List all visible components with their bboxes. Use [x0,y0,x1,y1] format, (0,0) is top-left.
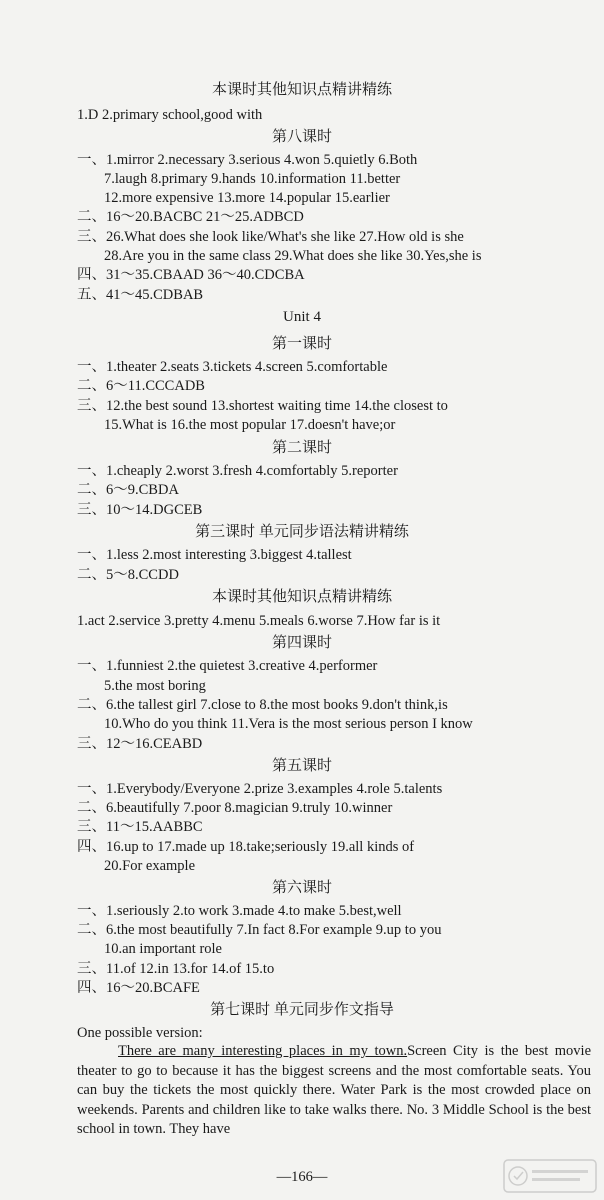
answer-line: 五、41～45.CDBAB [77,287,204,303]
answer-line: 二、6～9.CBDA [77,482,179,498]
answer-line: 一、1.Everybody/Everyone 2.prize 3.examples 4.role 5.talents [77,781,443,797]
answer-line: 一、1.mirror 2.necessary 3.serious 4.won 5.quietly 6.Both [77,152,418,168]
unit-heading: Unit 4 [283,309,321,325]
section-heading: 本课时其他知识点精讲精练 [211,82,392,98]
lesson-heading: 第一课时 [271,336,332,352]
answer-line: 15.What is 16.the most popular 17.doesn't have;or [104,417,396,433]
sample-essay [77,1042,591,1140]
answer-line: 一、1.cheaply 2.worst 3.fresh 4.comfortably 5.reporter [77,463,398,479]
essay-topic-sentence: There are many interesting places in my town. [118,1043,408,1059]
answer-line: 四、16～20.BCAFE [77,980,200,996]
lesson-heading: 第三课时 单元同步语法精讲精练 [195,524,409,540]
answer-line: 二、6.the tallest girl 7.close to 8.the most books 9.don't think,is [77,697,448,713]
lesson-heading: 第六课时 [271,880,332,896]
essay-body: Screen City is the best movie theater to go to because it has the biggest screens and the most comfortable seats. You can buy the tickets the most quickly there. Water Park is the most crowded place on weekends. Parents and children like to take walks there. No. 3 Middle School is the best school in town. They have [77,1043,592,1138]
answer-line: 二、5～8.CCDD [77,567,179,583]
answer-line: 四、31～35.CBAAD 36～40.CDCBA [77,267,305,283]
answer-line: 12.more expensive 13.more 14.popular 15.earlier [104,190,390,206]
answer-line: 二、6～11.CCCADB [77,378,205,394]
answer-line: 1.D 2.primary school,good with [77,107,263,123]
answer-line: 二、16～20.BACBC 21～25.ADBCD [77,209,304,225]
answer-line: 1.act 2.service 3.pretty 4.menu 5.meals 6.worse 7.How far is it [77,613,441,629]
answer-line: 三、26.What does she look like/What's she like 27.How old is she [77,229,464,245]
answer-line: 10.an important role [104,941,222,957]
lesson-heading: 第五课时 [271,758,332,774]
lesson-heading: 第八课时 [271,129,332,145]
answer-line: 一、1.theater 2.seats 3.tickets 4.screen 5.comfortable [77,359,388,375]
answer-line: 一、1.seriously 2.to work 3.made 4.to make 5.best,well [77,903,402,919]
answer-line: 20.For example [104,858,196,874]
section-heading: 本课时其他知识点精讲精练 [211,589,392,605]
answer-line: 一、1.less 2.most interesting 3.biggest 4.tallest [77,547,352,563]
answer-line: 三、12.the best sound 13.shortest waiting time 14.the closest to [77,398,448,414]
answer-line: 28.Are you in the same class 29.What does she like 30.Yes,she is [104,248,482,264]
answer-line: 四、16.up to 17.made up 18.take;seriously 19.all kinds of [77,839,415,855]
answer-line: 5.the most boring [104,678,206,694]
page-number: —166— [276,1169,328,1185]
essay-intro: One possible version: [77,1025,203,1041]
answer-line: 7.laugh 8.primary 9.hands 10.information 11.better [104,171,401,187]
lesson-heading: 第七课时 单元同步作文指导 [210,1002,394,1018]
watermark-logo [502,1156,598,1196]
answer-line: 10.Who do you think 11.Vera is the most serious person I know [104,716,473,732]
answer-line: 二、6.beautifully 7.poor 8.magician 9.truly 10.winner [77,800,393,816]
answer-line: 三、12～16.CEABD [77,736,203,752]
lesson-heading: 第四课时 [271,635,332,651]
answer-line: 三、10～14.DGCEB [77,502,203,518]
lesson-heading: 第二课时 [271,440,332,456]
answer-line: 三、11.of 12.in 13.for 14.of 15.to [77,961,275,977]
answer-line: 二、6.the most beautifully 7.In fact 8.For example 9.up to you [77,922,442,938]
answer-line: 三、11～15.AABBC [77,819,203,835]
answer-line: 一、1.funniest 2.the quietest 3.creative 4.performer [77,658,378,674]
